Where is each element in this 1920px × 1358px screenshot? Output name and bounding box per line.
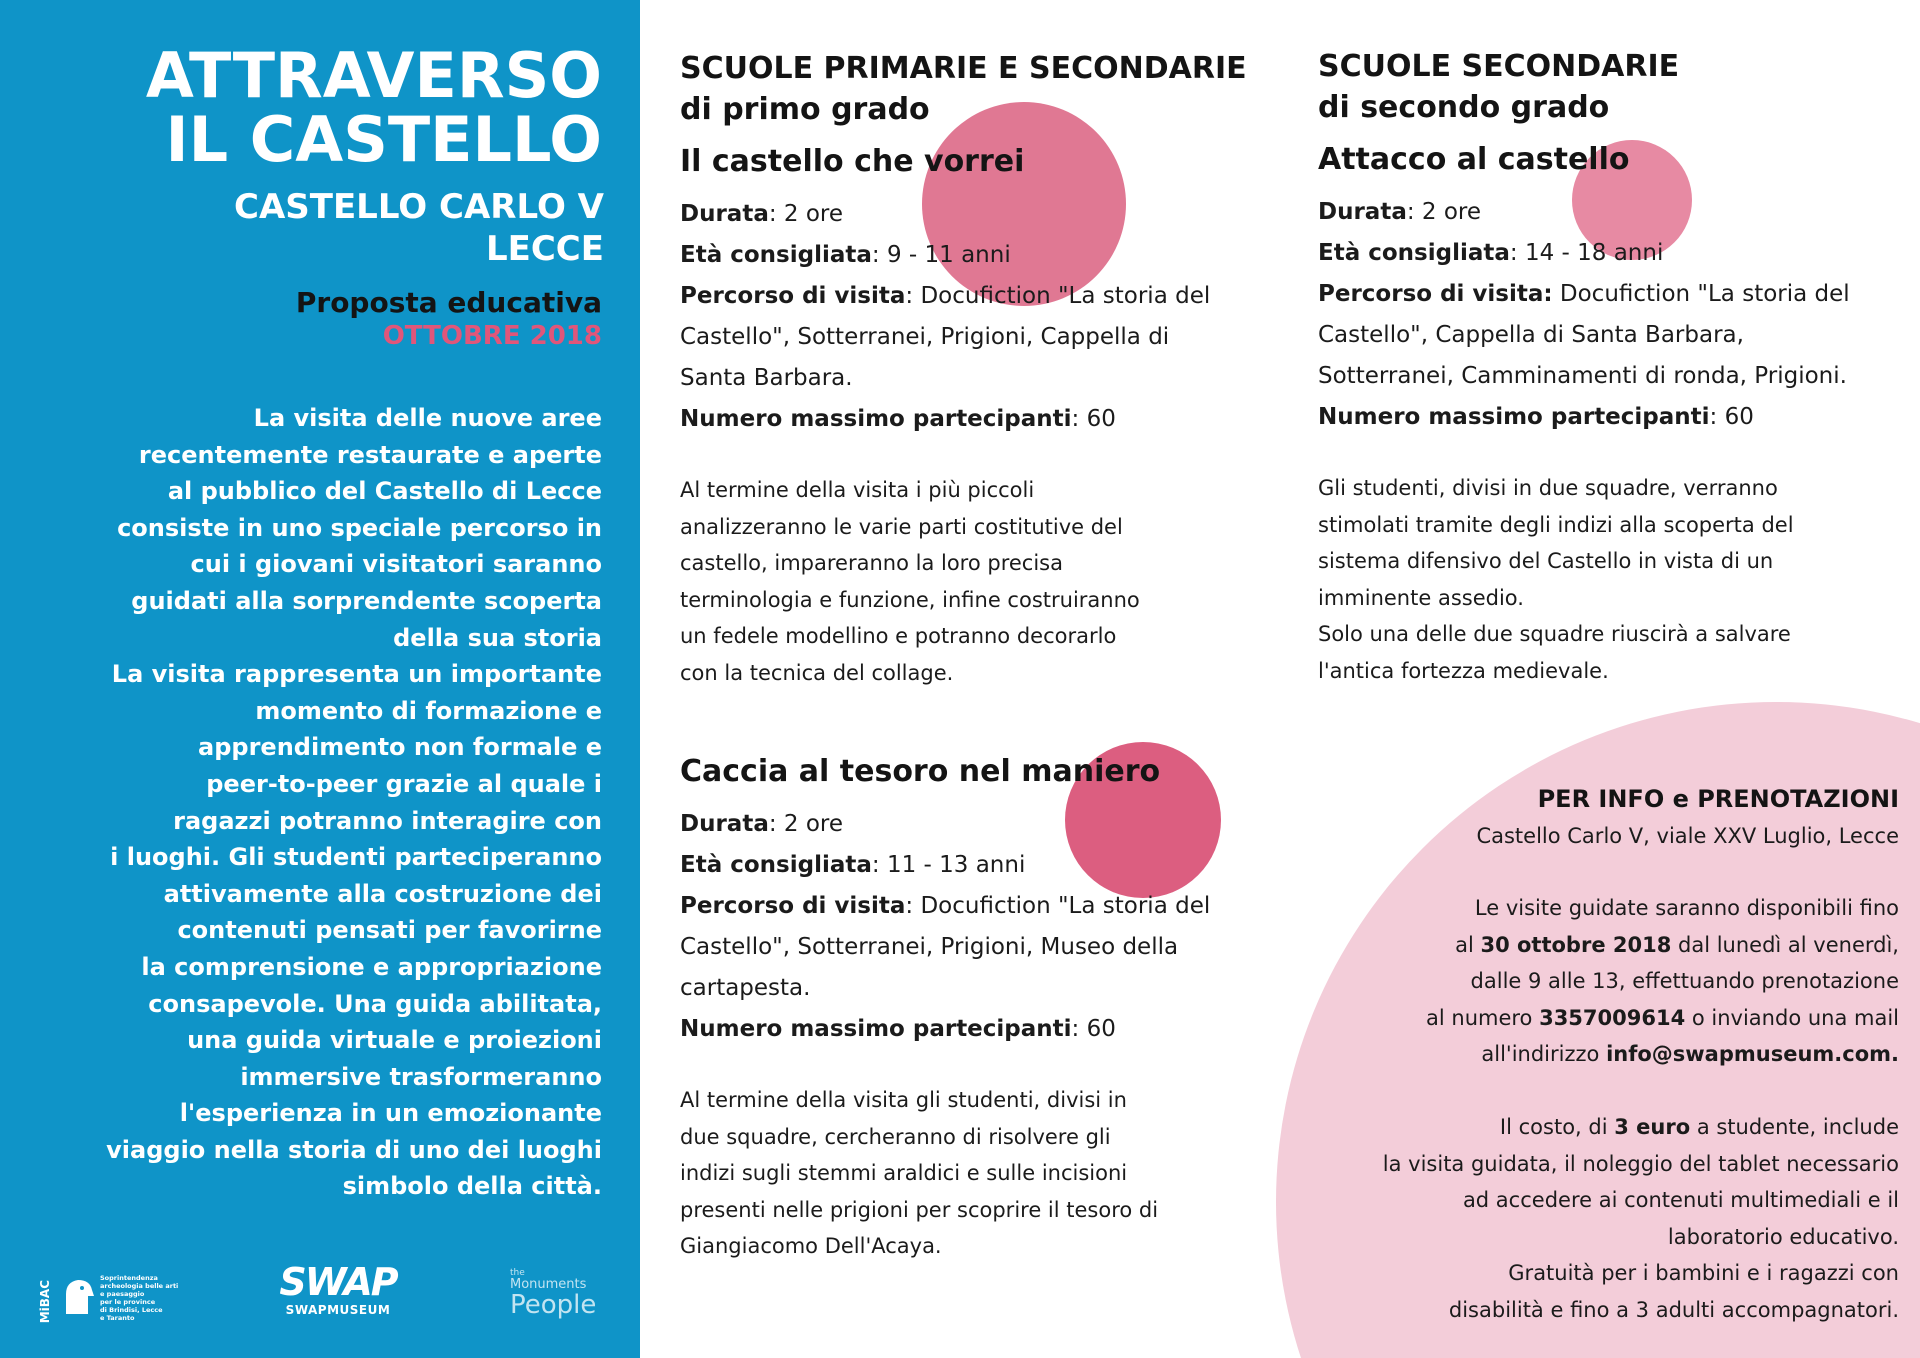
info-text: al numero xyxy=(1426,1005,1540,1030)
percorso-continued: Santa Barbara. xyxy=(680,365,853,391)
soprintendenza-line: per le province xyxy=(100,1298,156,1306)
logo-strip xyxy=(0,1238,640,1358)
cost-paragraph xyxy=(1279,1109,1899,1329)
heading-line: SCUOLE SECONDARIE xyxy=(1318,49,1680,84)
desc-line: due squadre, cercheranno di risolvere gli xyxy=(680,1124,1111,1149)
eta-value: : 9 - 11 anni xyxy=(871,242,1011,268)
mp-the: the xyxy=(510,1268,525,1278)
desc-line: con la tecnica del collage. xyxy=(680,660,954,685)
percorso-continued: cartapesta. xyxy=(680,975,811,1001)
mibac-logo xyxy=(38,1268,188,1328)
intro-line: la comprensione e appropriazione xyxy=(141,952,602,981)
percorso-continued: Sotterranei, Camminamenti di ronda, Prigioni. xyxy=(1318,363,1847,389)
swap-museum-logo xyxy=(278,1262,398,1332)
durata-row xyxy=(1318,192,1918,233)
numero-label: Numero massimo partecipanti xyxy=(680,1016,1072,1042)
durata-label: Durata xyxy=(680,811,769,837)
activity-title: Attacco al castello xyxy=(1318,142,1630,177)
desc-line: presenti nelle prigioni per scoprire il tesoro di xyxy=(680,1197,1159,1222)
intro-line: La visita rappresenta un importante xyxy=(111,660,602,689)
title-line: IL CASTELLO xyxy=(165,103,602,176)
mibac-label: MiBAC xyxy=(38,1280,52,1324)
title-line: ATTRAVERSO xyxy=(145,39,602,112)
info-line: laboratorio educativo. xyxy=(1667,1224,1899,1249)
intro-line: recentemente restaurate e aperte xyxy=(138,440,602,469)
percorso-label: Percorso di visita: xyxy=(1318,281,1553,307)
intro-line: cui i giovani visitatori saranno xyxy=(190,550,602,579)
desc-line: castello, impareranno la loro precisa xyxy=(680,551,1063,576)
mp-people: People xyxy=(510,1290,597,1320)
eta-label: Età consigliata xyxy=(680,852,872,878)
desc-line: Al termine della visita gli studenti, divisi in xyxy=(680,1088,1127,1112)
percorso-value: : Docufiction "La storia del xyxy=(905,893,1211,919)
durata-label: Durata xyxy=(680,201,769,227)
info-title: PER INFO e PRENOTAZIONI xyxy=(1537,785,1899,813)
intro-line: contenuti pensati per favorirne xyxy=(177,916,602,945)
soprintendenza-line: e paesaggio xyxy=(100,1290,145,1298)
info-line xyxy=(1279,1000,1899,1037)
heading-line: di secondo grado xyxy=(1318,90,1610,125)
activity-title: Caccia al tesoro nel maniero xyxy=(680,754,1161,789)
section-heading xyxy=(1318,46,1918,128)
numero-row xyxy=(1318,397,1918,438)
numero-row xyxy=(680,1009,1280,1050)
percorso-row xyxy=(680,886,1280,927)
intro-line: consiste in uno speciale percorso in xyxy=(117,513,602,542)
intro-text xyxy=(62,400,602,1205)
eta-value: : 14 - 18 anni xyxy=(1509,240,1664,266)
intro-line: simbolo della città. xyxy=(342,1172,602,1201)
intro-line: peer-to-peer grazie al quale i xyxy=(206,769,602,798)
numero-label: Numero massimo partecipanti xyxy=(1318,404,1710,430)
percorso-label: Percorso di visita xyxy=(680,283,906,309)
availability-paragraph xyxy=(1279,890,1899,1073)
numero-label: Numero massimo partecipanti xyxy=(680,406,1072,432)
monuments-people-logo xyxy=(510,1268,620,1328)
info-line xyxy=(1279,1109,1899,1146)
percorso-continued: Castello", Sotterranei, Prigioni, Museo della xyxy=(680,934,1179,960)
info-line: Le visite guidate saranno disponibili fino xyxy=(1474,896,1899,920)
main-title xyxy=(145,39,602,176)
info-text: al xyxy=(1455,932,1481,957)
soprintendenza-line: di Brindisi, Lecce xyxy=(100,1306,163,1314)
desc-line: terminologia e funzione, infine costruiranno xyxy=(680,587,1140,612)
swap-wordmark: SWAP xyxy=(279,1260,397,1304)
numero-value: : 60 xyxy=(1071,406,1116,432)
soprintendenza-line: Soprintendenza xyxy=(100,1274,158,1282)
eta-row xyxy=(1318,233,1918,274)
percorso-value: Docufiction "La storia del xyxy=(1552,281,1850,307)
info-text: dal lunedì al venerdì, xyxy=(1671,932,1899,957)
subtitle-line: CASTELLO CARLO V xyxy=(234,187,604,227)
soprintendenza-line: e Taranto xyxy=(100,1314,135,1322)
desc-line: Al termine della visita i più piccoli xyxy=(680,478,1035,502)
activity-description xyxy=(680,1082,1280,1265)
desc-line: imminente assedio. xyxy=(1318,585,1524,610)
intro-line: al pubblico del Castello di Lecce xyxy=(167,477,602,506)
eta-value: : 11 - 13 anni xyxy=(871,852,1026,878)
numero-value: : 60 xyxy=(1709,404,1754,430)
eta-row xyxy=(680,845,1280,886)
soprintendenza-emblem-icon xyxy=(60,1274,100,1318)
subtitle-line: LECCE xyxy=(485,229,604,269)
percorso-value: : Docufiction "La storia del xyxy=(905,283,1211,309)
left-panel xyxy=(0,0,640,1358)
desc-line: l'antica fortezza medievale. xyxy=(1318,658,1609,683)
info-text: a studente, include xyxy=(1690,1114,1899,1139)
durata-row xyxy=(680,194,1260,235)
soprintendenza-line: archeologia belle arti xyxy=(100,1282,179,1290)
treasure-hunt-activity xyxy=(680,752,1280,1265)
activity-title: Il castello che vorrei xyxy=(680,144,1025,179)
activity-description xyxy=(680,472,1260,692)
percorso-continued: Castello", Cappella di Santa Barbara, xyxy=(1318,322,1744,348)
date-label: OTTOBRE 2018 xyxy=(382,321,602,351)
desc-line: sistema difensivo del Castello in vista di un xyxy=(1318,549,1774,574)
eta-label: Età consigliata xyxy=(1318,240,1510,266)
info-line xyxy=(1279,1036,1899,1073)
durata-value: : 2 ore xyxy=(768,811,844,837)
desc-line: stimolati tramite degli indizi alla scoperta del xyxy=(1318,512,1794,537)
info-line: dalle 9 alle 13, effettuando prenotazione xyxy=(1470,969,1899,994)
email-address: info@swapmuseum.com. xyxy=(1606,1042,1899,1067)
booking-info xyxy=(1279,780,1899,1329)
info-text: o inviando una mail xyxy=(1685,1005,1899,1030)
durata-value: : 2 ore xyxy=(768,201,844,227)
percorso-row xyxy=(1318,274,1918,315)
intro-line: ragazzi potranno interagire con xyxy=(173,806,602,835)
info-text: Il costo, di xyxy=(1499,1114,1615,1139)
intro-line: i luoghi. Gli studenti parteciperanno xyxy=(110,843,602,872)
desc-line: analizzeranno le varie parti costitutive del xyxy=(680,514,1123,539)
heading-line: di primo grado xyxy=(680,92,930,127)
info-line: ad accedere ai contenuti multimediali e il xyxy=(1462,1188,1899,1213)
desc-line: Giangiacomo Dell'Acaya. xyxy=(680,1234,942,1259)
info-text: all'indirizzo xyxy=(1481,1042,1607,1067)
desc-line: Gli studenti, divisi in due squadre, verranno xyxy=(1318,476,1778,500)
swap-subtitle: SWAPMUSEUM xyxy=(285,1303,391,1317)
proposta-label: Proposta educativa xyxy=(295,286,602,319)
eta-row xyxy=(680,235,1260,276)
activity-description xyxy=(1318,470,1918,690)
intro-line: consapevole. Una guida abilitata, xyxy=(148,989,602,1018)
info-line: Gratuità per i bambini e i ragazzi con xyxy=(1508,1261,1899,1286)
percorso-continued: Castello", Sotterranei, Prigioni, Cappella di xyxy=(680,324,1170,350)
intro-line: momento di formazione e xyxy=(255,696,602,725)
desc-line: indizi sugli stemmi araldici e sulle incisioni xyxy=(680,1161,1128,1186)
section-heading xyxy=(680,48,1260,130)
intro-line: l'esperienza in un emozionante xyxy=(179,1099,602,1128)
intro-line: immersive trasformeranno xyxy=(240,1062,602,1091)
soprintendenza-text xyxy=(100,1274,190,1322)
desc-line: un fedele modellino e potranno decorarlo xyxy=(680,624,1117,649)
percorso-row xyxy=(680,276,1260,317)
numero-value: : 60 xyxy=(1071,1016,1116,1042)
secondary-schools-column xyxy=(1318,46,1918,690)
intro-line: una guida virtuale e proiezioni xyxy=(187,1026,602,1055)
desc-line: Solo una delle due squadre riuscirà a salvare xyxy=(1318,622,1791,647)
eta-label: Età consigliata xyxy=(680,242,872,268)
intro-line: attivamente alla costruzione dei xyxy=(163,879,602,908)
intro-line: La visita delle nuove aree xyxy=(253,404,602,432)
primary-schools-column xyxy=(680,48,1260,692)
location-subtitle xyxy=(234,186,604,270)
durata-label: Durata xyxy=(1318,199,1407,225)
info-line xyxy=(1279,927,1899,964)
intro-line: apprendimento non formale e xyxy=(198,733,602,762)
intro-line: guidati alla sorprendente scoperta xyxy=(131,586,602,615)
heading-line: SCUOLE PRIMARIE E SECONDARIE xyxy=(680,51,1247,86)
info-address: Castello Carlo V, viale XXV Luglio, Lecce xyxy=(1476,824,1899,848)
info-line: disabilità e fino a 3 adulti accompagnatori. xyxy=(1448,1297,1899,1322)
mp-monuments: Monuments xyxy=(510,1277,587,1292)
intro-line: viaggio nella storia di uno dei luoghi xyxy=(106,1135,602,1164)
end-date: 30 ottobre 2018 xyxy=(1480,932,1672,957)
phone-number: 3357009614 xyxy=(1539,1005,1686,1030)
percorso-label: Percorso di visita xyxy=(680,893,906,919)
durata-value: : 2 ore xyxy=(1406,199,1482,225)
info-line: la visita guidata, il noleggio del tablet necessario xyxy=(1382,1151,1899,1176)
durata-row xyxy=(680,804,1280,845)
price: 3 euro xyxy=(1614,1114,1691,1139)
numero-row xyxy=(680,399,1260,440)
intro-line: della sua storia xyxy=(393,623,602,652)
